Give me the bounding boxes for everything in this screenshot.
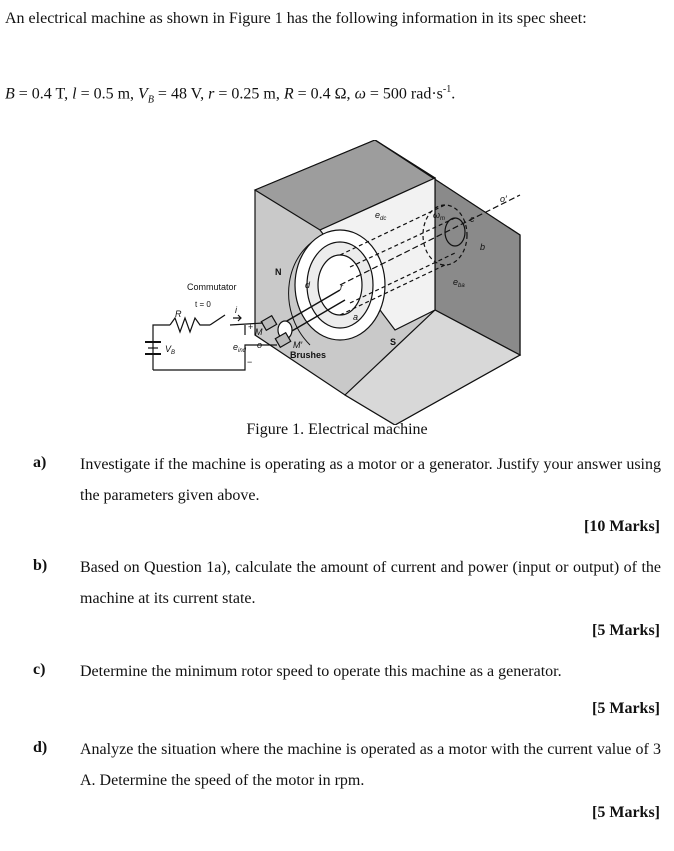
eind-label: $e_{ind}$ [233,342,247,354]
question-c-marks: [5 Marks] [592,700,660,717]
plus-sign: + [248,322,254,332]
point-c-label: c [470,214,475,224]
brush-M-label: M [255,327,263,337]
brushes-label: Brushes [290,350,327,360]
param-B-value: = 0.4 T, [14,85,73,103]
figure-caption: Figure 1. Electrical machine [246,421,428,438]
param-R-value: = 0.4 Ω, [293,85,355,103]
question-a-label: a) [33,454,47,471]
param-w-value: = 500 rad·s [365,85,443,103]
point-b-label: b [480,242,486,252]
param-end: . [451,85,456,103]
question-b-label: b) [33,557,48,574]
eba-label: $e_{ba}$ [453,277,465,289]
question-d-text: Analyze the situation where the machine is operated as a motor with the current value of 3 A. Determine the speed of the motor in rpm. [80,741,661,789]
question-c-label: c) [33,661,46,678]
param-B-symbol: B [5,85,15,103]
parameter-list [5,84,455,106]
point-d-label: d [305,280,311,290]
intro-text: An electrical machine as shown in Figure 1 has the following information in its spec sheet: [5,10,587,27]
machine-figure [135,140,530,425]
question-b-text: Based on Question 1a), calculate the amount of current and power (input or output) of the machine at its current state. [80,559,661,607]
param-r-symbol: r [208,85,215,103]
question-a-marks: [10 Marks] [584,518,660,535]
axis-oprime-label: o′ [500,194,507,204]
axis-o-label: o [257,340,263,350]
brush-Mprime-label: M′ [293,340,303,350]
param-l-value: = 0.5 m, [76,85,139,103]
edc-label: $e_{dc}$ [375,210,387,222]
south-pole-label: S [390,337,397,347]
commutator-label: Commutator [187,282,237,292]
question-d-marks: [5 Marks] [592,804,660,821]
param-w-symbol: ω [354,85,366,103]
question-d-label: d) [33,739,48,756]
battery-label: $V_B$ [165,344,176,356]
radius-r-label: r [340,282,343,292]
param-l-symbol: l [72,85,77,103]
switch-time-label: t = 0 [195,300,211,309]
param-V-symbol: V [138,85,148,103]
resistor-label: R [175,309,182,319]
param-r-value: = 0.25 m, [214,85,284,103]
minus-sign: − [247,357,253,367]
param-w-exponent: -1 [442,84,452,95]
point-a-label: a [353,312,359,322]
param-V-subscript: B [147,94,154,106]
current-label: i [235,305,237,315]
question-b-marks: [5 Marks] [592,622,660,639]
question-a-text: Investigate if the machine is operating as a motor or a generator. Justify your answer using the parameters given above. [80,456,661,504]
question-c-text: Determine the minimum rotor speed to operate this machine as a generator. [80,663,562,680]
omega-m-label: $\omega_m$ [433,210,446,222]
north-pole-label: N [275,267,282,277]
param-R-symbol: R [283,85,294,103]
param-V-value: = 48 V, [153,85,209,103]
